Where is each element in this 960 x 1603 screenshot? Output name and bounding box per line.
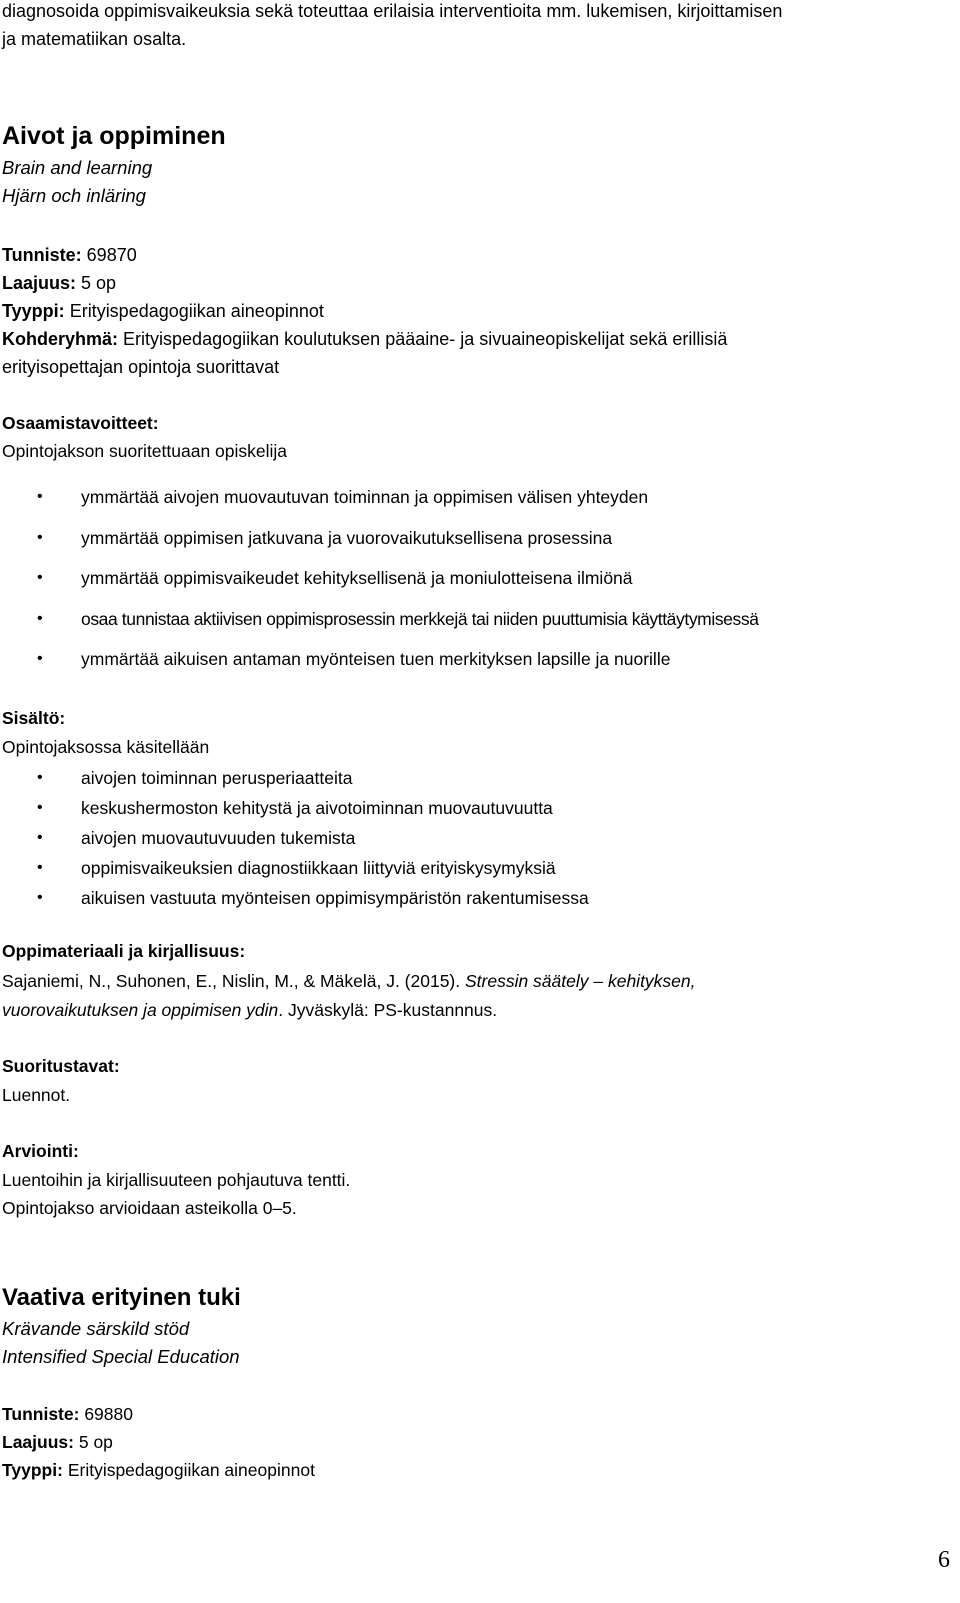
materiaali-heading: Oppimateriaali ja kirjallisuus: (2, 941, 246, 961)
osaamistavoitteet-list (0, 477, 958, 680)
list-item: • osaa tunnistaa aktiivisen oppimisprosessin merkkejä tai niiden puuttumisia käyttäytymisessä (0, 599, 958, 640)
tyyppi-label: Tyyppi: (2, 1460, 63, 1480)
suoritustavat-heading: Suoritustavat: (2, 1056, 120, 1076)
list-item: • aivojen toiminnan perusperiaatteita (0, 763, 958, 793)
materiaali-line1 (2, 967, 696, 996)
materiaali-line2 (2, 996, 497, 1025)
laajuus-value: 5 op (78, 1432, 113, 1452)
course1-tyyppi (2, 297, 324, 325)
list-item: • ymmärtää aivojen muovautuvan toiminnan ja oppimisen välisen yhteyden (0, 477, 958, 518)
course1-title: Aivot ja oppiminen (2, 122, 226, 150)
tyyppi-value: Erityispedagogiikan aineopinnot (69, 301, 324, 321)
tunniste-value: 69870 (86, 245, 137, 265)
arviointi-line2: Opintojakso arvioidaan asteikolla 0–5. (2, 1198, 297, 1218)
arviointi-heading: Arviointi: (2, 1141, 79, 1161)
course1-laajuus (2, 269, 116, 297)
course1-kohderyhma-line2: erityisopettajan opintoja suorittavat (2, 357, 280, 377)
list-item: • ymmärtää aikuisen antaman myönteisen tuen merkityksen lapsille ja nuorille (0, 639, 958, 680)
course2-title-sv: Krävande särskild stöd (2, 1318, 190, 1339)
course2-tyyppi (2, 1456, 315, 1485)
sisalto-heading: Sisältö: (2, 708, 66, 728)
laajuus-value: 5 op (81, 273, 117, 293)
list-item: • aikuisen vastuuta myönteisen oppimisympäristön rakentumisessa (0, 883, 958, 913)
materiaali-authors: Sajaniemi, N., Suhonen, E., Nislin, M., & Mäkelä, J. (2015). (2, 971, 465, 991)
kohderyhma-label: Kohderyhmä: (2, 329, 119, 349)
suoritustavat-value: Luennot. (2, 1085, 71, 1105)
tunniste-label: Tunniste: (2, 245, 82, 265)
course2-title: Vaativa erityinen tuki (2, 1284, 241, 1311)
course1-title-sv: Hjärn och inläring (2, 185, 146, 206)
tunniste-label: Tunniste: (2, 1404, 80, 1424)
laajuus-label: Laajuus: (2, 273, 77, 293)
course2-laajuus (2, 1428, 113, 1457)
list-item: • oppimisvaikeuksien diagnostiikkaan liittyviä erityiskysymyksiä (0, 853, 958, 883)
sisalto-list (0, 763, 958, 913)
list-item: • ymmärtää oppimisen jatkuvana ja vuorovaikutuksellisena prosessina (0, 518, 958, 559)
sisalto-intro: Opintojaksossa käsitellään (2, 737, 210, 757)
course1-title-en: Brain and learning (2, 157, 153, 178)
tunniste-value: 69880 (84, 1404, 133, 1424)
intro-line-1: diagnosoida oppimisvaikeuksia sekä toteuttaa erilaisia interventioita mm. lukemisen, kirjoittamisen (2, 1, 783, 21)
list-item: • aivojen muovautuvuuden tukemista (0, 823, 958, 853)
list-item: • ymmärtää oppimisvaikeudet kehityksellisenä ja moniulotteisena ilmiönä (0, 558, 958, 599)
course2-title-en: Intensified Special Education (2, 1346, 240, 1367)
course2-tunniste (2, 1400, 133, 1429)
arviointi-line1: Luentoihin ja kirjallisuuteen pohjautuva tentti. (2, 1170, 351, 1190)
page-number: 6 (938, 1547, 950, 1573)
materiaali-title-part1: Stressin säätely – kehityksen, (464, 971, 696, 991)
list-item: • keskushermoston kehitystä ja aivotoiminnan muovautuvuutta (0, 793, 958, 823)
kohderyhma-value: Erityispedagogiikan koulutuksen pääaine- ja sivuaineopiskelijat sekä erillisiä (123, 329, 728, 349)
course1-tunniste (2, 241, 137, 269)
intro-line-2: ja matematiikan osalta. (2, 29, 187, 49)
osaamistavoitteet-heading: Osaamistavoitteet: (2, 413, 159, 433)
tyyppi-label: Tyyppi: (2, 301, 65, 321)
tyyppi-value: Erityispedagogiikan aineopinnot (67, 1460, 315, 1480)
laajuus-label: Laajuus: (2, 1432, 74, 1452)
materiaali-publisher: . Jyväskylä: PS-kustannnus. (278, 1000, 498, 1020)
materiaali-title-part2: vuorovaikutuksen ja oppimisen ydin (2, 1000, 279, 1020)
course1-kohderyhma (2, 325, 727, 353)
osaamistavoitteet-intro: Opintojakson suoritettuaan opiskelija (2, 441, 288, 461)
